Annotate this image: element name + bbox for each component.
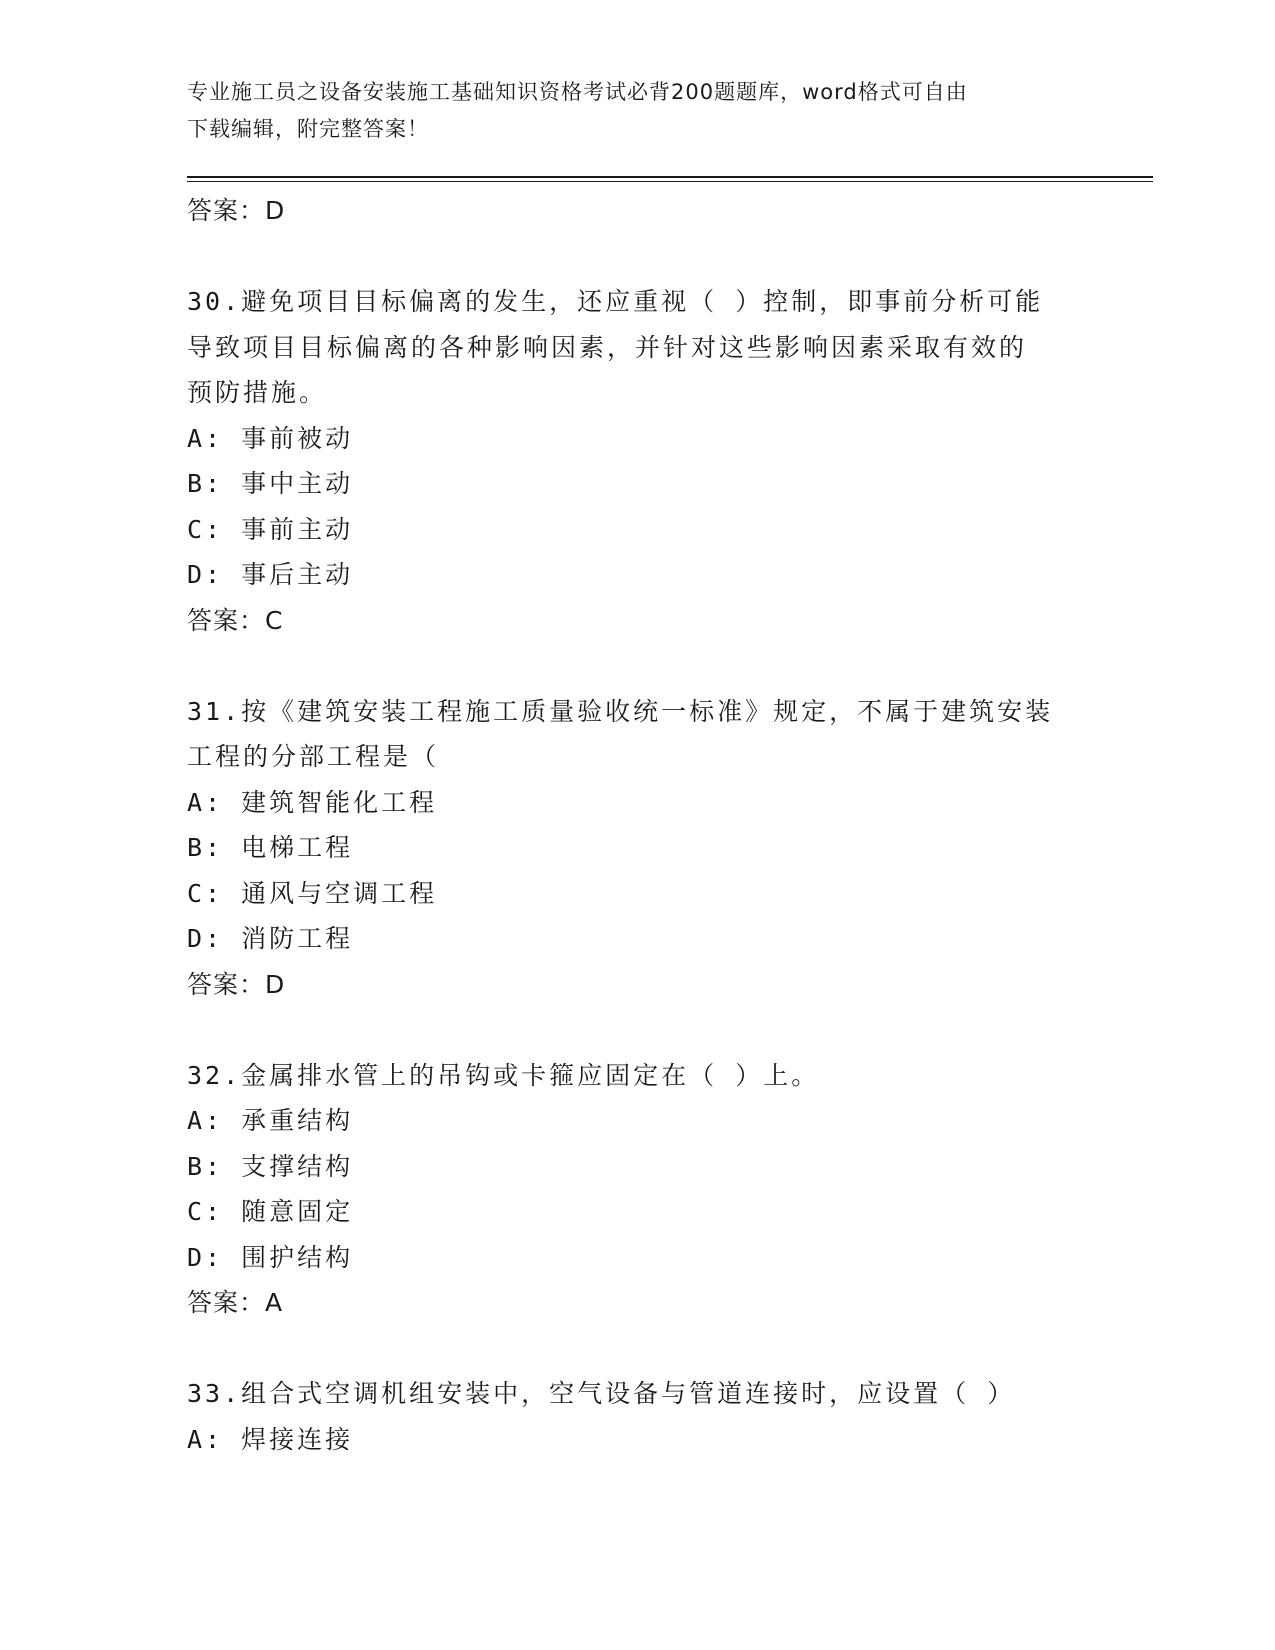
option-b: B: 事中主动	[187, 469, 354, 498]
document-header	[187, 74, 1067, 148]
question-block	[187, 279, 1087, 643]
option-a: A: 建筑智能化工程	[187, 787, 438, 817]
option-b: B: 支撑结构	[187, 1151, 354, 1181]
question-line: 30.避免项目目标偏离的发生，还应重视（ ）控制，即事前分析可能	[187, 287, 1044, 316]
header-line-1: 专业施工员之设备安装施工基础知识资格考试必背200题题库，word格式可自由	[187, 80, 968, 104]
option-d: D: 消防工程	[187, 924, 354, 953]
option-c: C: 事前主动	[187, 514, 354, 544]
answer-line: 答案：A	[187, 1288, 284, 1317]
header-divider-thick	[187, 176, 1153, 178]
option-b: B: 电梯工程	[187, 833, 354, 862]
option-d: D: 事后主动	[187, 560, 354, 589]
option-a: A: 事前被动	[187, 423, 354, 453]
document-body	[187, 188, 1087, 1462]
question-block	[187, 1053, 1087, 1326]
question-line: 32.金属排水管上的吊钩或卡箍应固定在（ ）上。	[187, 1060, 820, 1090]
question-block	[187, 689, 1087, 1008]
answer-line: 答案：D	[187, 969, 286, 999]
question-line: 33.组合式空调机组安装中，空气设备与管道连接时，应设置（ ）	[187, 1379, 1016, 1408]
option-d: D: 围护结构	[187, 1242, 354, 1272]
option-a: A: 承重结构	[187, 1106, 354, 1135]
option-c: C: 随意固定	[187, 1197, 354, 1226]
header-divider-thin	[187, 181, 1153, 182]
header-line-2: 下载编辑，附完整答案！	[187, 117, 429, 141]
answer-line: 答案：C	[187, 605, 284, 635]
question-line: 31.按《建筑安装工程施工质量验收统一标准》规定，不属于建筑安装	[187, 696, 1054, 726]
option-c: C: 通风与空调工程	[187, 878, 438, 908]
question-line: 预防措施。	[187, 378, 328, 407]
question-block	[187, 1371, 1087, 1462]
question-line: 导致项目目标偏离的各种影响因素，并针对这些影响因素采取有效的	[187, 332, 1028, 362]
option-a: A: 焊接连接	[187, 1424, 354, 1454]
answer-line: 答案：D	[187, 196, 286, 225]
question-line: 工程的分部工程是（	[187, 742, 440, 771]
